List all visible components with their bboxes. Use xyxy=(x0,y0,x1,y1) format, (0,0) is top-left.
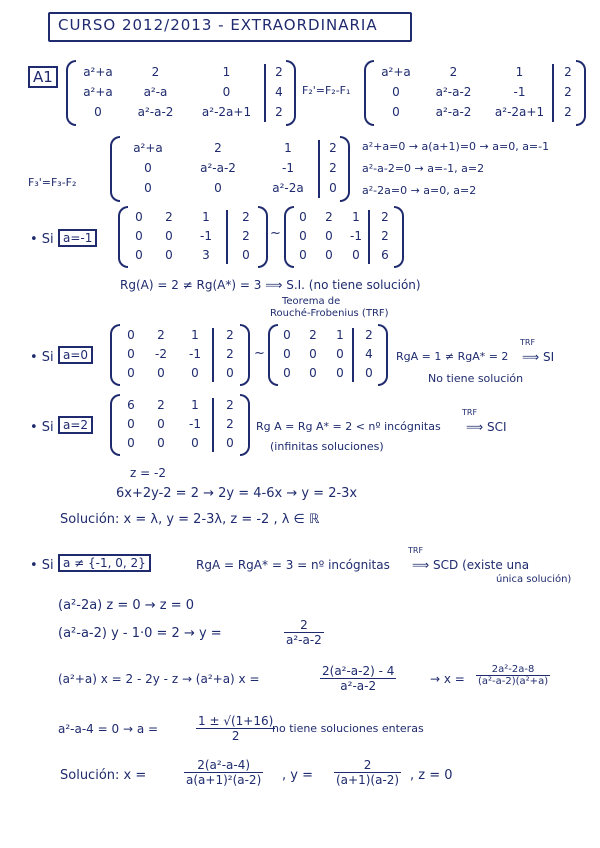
fraction-numerator: 2(a²-a-4) xyxy=(184,758,263,773)
matrix-3 xyxy=(110,136,350,202)
page-title: CURSO 2012/2013 - EXTRAORDINARIA xyxy=(58,16,378,34)
matrix-cell: -1 xyxy=(189,347,201,361)
similar-sign: ~ xyxy=(254,346,265,361)
matrix-cell: 0 xyxy=(283,347,291,361)
case1-rank: Rg(A) = 2 ≠ Rg(A*) = 3 ⟹ S.I. (no tiene solución) xyxy=(120,278,421,292)
matrix-cell: 0 xyxy=(144,181,152,195)
matrix-cell: 0 xyxy=(299,210,307,225)
fraction-denominator: (a+1)(a-2) xyxy=(336,773,400,787)
fraction-ax xyxy=(320,664,396,693)
matrix-cell: 0 xyxy=(392,105,400,119)
matrix-cell: 2 xyxy=(325,210,333,225)
matrix-cell: 6 xyxy=(381,247,389,262)
case4-condition: a ≠ {-1, 0, 2} xyxy=(58,554,151,572)
matrix-cell: 2 xyxy=(242,229,250,243)
matrix-cell: a²-a xyxy=(143,85,168,99)
case4-solution: Solución: x = xyxy=(60,768,147,783)
matrix-cell: 0 xyxy=(325,229,333,243)
matrix-cell: 2 xyxy=(275,105,283,119)
matrix-cell: 4 xyxy=(365,347,373,361)
matrix-cell: 0 xyxy=(214,181,222,195)
matrix-cell: 0 xyxy=(336,365,344,380)
matrix-cell: 2 xyxy=(226,347,234,361)
case3-note: (infinitas soluciones) xyxy=(270,440,384,453)
matrix-cell: a²-a-2 xyxy=(137,105,174,119)
case3-solution: Solución: x = λ, y = 2-3λ, z = -2 , λ ∈ ℝ xyxy=(60,512,320,527)
matrix-cell: 0 xyxy=(392,85,400,99)
matrix-cell: 0 xyxy=(144,161,152,175)
matrix-cell: 0 xyxy=(352,247,360,262)
case3-rank: Rg A = Rg A* = 2 < nº incógnitas xyxy=(256,420,441,433)
matrix-cell: 2 xyxy=(165,210,173,225)
matrix-cell: a²-2a+1 xyxy=(494,105,545,119)
matrix-cell: 0 xyxy=(135,229,143,243)
matrix-cell: 0 xyxy=(127,435,135,450)
case1-label: • Si xyxy=(30,232,54,247)
matrix-cell: 0 xyxy=(191,435,199,450)
matrix-cell: 2 xyxy=(381,210,389,225)
fraction-sol-y xyxy=(334,758,401,787)
case4-trf: TRF xyxy=(408,546,424,555)
matrix-cell: 2 xyxy=(214,141,222,155)
matrix-2 xyxy=(364,60,586,126)
side-equation-2: a²-a-2=0 → a=-1, a=2 xyxy=(362,162,485,175)
matrix-cell: 2 xyxy=(381,229,389,243)
case2-result: ⟹ SI xyxy=(522,350,555,364)
matrix-cell: 2 xyxy=(226,417,234,431)
matrix-cell: 0 xyxy=(94,105,102,119)
matrix-cell: 2 xyxy=(242,210,250,225)
fraction-denominator: (a²-a-2)(a²+a) xyxy=(478,676,549,687)
matrix-cell: 2 xyxy=(329,161,337,175)
matrix-cell: 0 xyxy=(157,365,165,380)
matrix-cell: 2 xyxy=(449,65,458,79)
matrix-cell: 1 xyxy=(191,398,199,413)
matrix-cell: 0 xyxy=(336,347,344,361)
matrix-cell: 0 xyxy=(365,365,373,380)
fraction-sol-x xyxy=(184,758,263,787)
matrix-cell: -1 xyxy=(200,229,212,243)
matrix-cell: 0 xyxy=(127,417,135,431)
matrix-cell: a²+a xyxy=(133,141,163,155)
similar-sign: ~ xyxy=(270,226,281,241)
case4-line-2: (a²-a-2) y - 1·0 = 2 → y = xyxy=(58,626,222,641)
matrix-5 xyxy=(284,206,404,268)
matrix-cell: 0 xyxy=(165,247,173,262)
case3-line-1: z = -2 xyxy=(130,466,166,480)
matrix-cell: 0 xyxy=(299,229,307,243)
case4-solution-y: , y = xyxy=(282,768,313,783)
case4-line-3b: → x = xyxy=(430,672,465,686)
matrix-cell: 2 xyxy=(226,328,234,343)
case2-rank: RgA = 1 ≠ RgA* = 2 xyxy=(396,350,509,363)
matrix-cell: 2 xyxy=(226,398,234,413)
matrix-cell: -1 xyxy=(189,417,201,431)
fraction-denominator: a²-a-2 xyxy=(340,679,377,693)
side-equation-3: a²-2a=0 → a=0, a=2 xyxy=(362,184,477,197)
matrix-cell: 2 xyxy=(564,85,572,99)
case1-note-2: Rouché-Frobenius (TRF) xyxy=(270,308,389,319)
matrix-cell: a²+a xyxy=(381,65,411,79)
matrix-cell: 2 xyxy=(275,65,283,79)
case3-line-2: 6x+2y-2 = 2 → 2y = 4-6x → y = 2-3x xyxy=(116,486,358,501)
matrix-cell: 1 xyxy=(336,328,344,343)
matrix-7 xyxy=(268,324,388,386)
matrix-cell: 6 xyxy=(127,398,135,413)
matrix-cell: 0 xyxy=(157,417,165,431)
matrix-cell: 2 xyxy=(329,141,337,155)
case4-line-4b: no tiene soluciones enteras xyxy=(272,722,424,735)
matrix-cell: -1 xyxy=(513,85,526,99)
matrix-cell: 4 xyxy=(275,85,283,99)
fraction-x xyxy=(476,664,550,687)
matrix-cell: 0 xyxy=(283,328,291,343)
matrix-cell: 0 xyxy=(165,229,173,243)
matrix-cell: 1 xyxy=(352,210,360,225)
case4-rank: RgA = RgA* = 3 = nº incógnitas xyxy=(196,558,390,572)
case1-condition: a=-1 xyxy=(58,229,97,247)
matrix-cell: 0 xyxy=(329,181,337,195)
fraction-denominator: a²-a-2 xyxy=(286,633,322,647)
matrix-cell: 0 xyxy=(283,365,291,380)
matrix-cell: a²+a xyxy=(83,85,113,99)
case4-label: • Si xyxy=(30,558,54,573)
matrix-cell: 0 xyxy=(222,85,231,99)
case4-line-3: (a²+a) x = 2 - 2y - z → (a²+a) x = xyxy=(58,672,260,686)
case4-note: única solución) xyxy=(496,574,572,585)
fraction-numerator: 2 xyxy=(334,758,401,773)
side-equation-1: a²+a=0 → a(a+1)=0 → a=0, a=-1 xyxy=(362,140,550,153)
matrix-cell: 2 xyxy=(564,105,572,119)
exercise-tag: A1 xyxy=(28,66,58,88)
matrix-cell: 0 xyxy=(309,347,317,361)
matrix-cell: -1 xyxy=(282,161,294,175)
matrix-cell: 0 xyxy=(299,247,307,262)
matrix-cell: 1 xyxy=(515,65,524,79)
fraction-roots xyxy=(196,714,275,743)
matrix-1 xyxy=(66,60,296,126)
matrix-cell: a²+a xyxy=(83,65,113,79)
matrix-cell: 0 xyxy=(309,365,317,380)
matrix-cell: 0 xyxy=(325,247,333,262)
case3-trf: TRF xyxy=(462,408,478,417)
case2-label: • Si xyxy=(30,350,54,365)
matrix-cell: 0 xyxy=(226,435,234,450)
matrix-cell: 0 xyxy=(127,328,135,343)
case1-note-1: Teorema de xyxy=(282,296,341,307)
matrix-8 xyxy=(110,394,250,456)
matrix-cell: a²-2a+1 xyxy=(201,105,252,119)
matrix-cell: 0 xyxy=(135,210,143,225)
matrix-4 xyxy=(118,206,268,268)
matrix-cell: 2 xyxy=(151,65,160,79)
case3-label: • Si xyxy=(30,420,54,435)
case4-result: ⟹ SCD (existe una xyxy=(412,558,530,572)
fraction-numerator: 2 xyxy=(284,618,324,633)
matrix-cell: 3 xyxy=(202,247,210,262)
matrix-cell: a²-2a xyxy=(272,181,304,195)
matrix-cell: 2 xyxy=(309,328,317,343)
fraction-numerator: 1 ± √(1+16) xyxy=(198,714,274,728)
matrix-cell: 1 xyxy=(202,210,210,225)
matrix-cell: 2 xyxy=(564,65,572,79)
case4-solution-z: , z = 0 xyxy=(410,768,453,783)
matrix-cell: -1 xyxy=(350,229,362,243)
matrix-cell: 0 xyxy=(135,247,143,262)
row-operation-2: F₃'=F₃-F₂ xyxy=(28,176,77,189)
matrix-cell: 1 xyxy=(191,328,199,343)
matrix-6 xyxy=(110,324,250,386)
matrix-cell: -2 xyxy=(155,347,167,361)
fraction-denominator: 2 xyxy=(231,729,240,743)
case2-condition: a=0 xyxy=(58,346,93,364)
matrix-cell: 0 xyxy=(242,247,250,262)
fraction-numerator: 2a²-2a-8 xyxy=(476,664,550,676)
matrix-cell: 0 xyxy=(127,365,135,380)
matrix-cell: 2 xyxy=(157,398,165,413)
matrix-cell: 2 xyxy=(157,328,165,343)
matrix-cell: 1 xyxy=(284,141,292,155)
matrix-cell: 2 xyxy=(365,328,373,343)
case3-condition: a=2 xyxy=(58,416,93,434)
matrix-cell: a²-a-2 xyxy=(200,161,236,175)
matrix-cell: 1 xyxy=(222,65,231,79)
case4-line-4: a²-a-4 = 0 → a = xyxy=(58,722,159,736)
matrix-cell: 0 xyxy=(127,347,135,361)
matrix-cell: 0 xyxy=(226,365,234,380)
fraction-denominator: a(a+1)²(a-2) xyxy=(186,773,262,787)
matrix-cell: a²-a-2 xyxy=(435,105,472,119)
matrix-cell: 0 xyxy=(157,435,165,450)
case4-line-1: (a²-2a) z = 0 → z = 0 xyxy=(58,598,195,613)
case2-note: No tiene solución xyxy=(428,372,524,385)
matrix-cell: a²-a-2 xyxy=(435,85,472,99)
case2-trf: TRF xyxy=(520,338,536,347)
fraction-y xyxy=(284,618,324,647)
case3-result: ⟹ SCI xyxy=(466,420,507,434)
fraction-numerator: 2(a²-a-2) - 4 xyxy=(322,664,395,678)
matrix-cell: 0 xyxy=(191,365,199,380)
row-operation-1: F₂'=F₂-F₁ xyxy=(302,84,351,97)
